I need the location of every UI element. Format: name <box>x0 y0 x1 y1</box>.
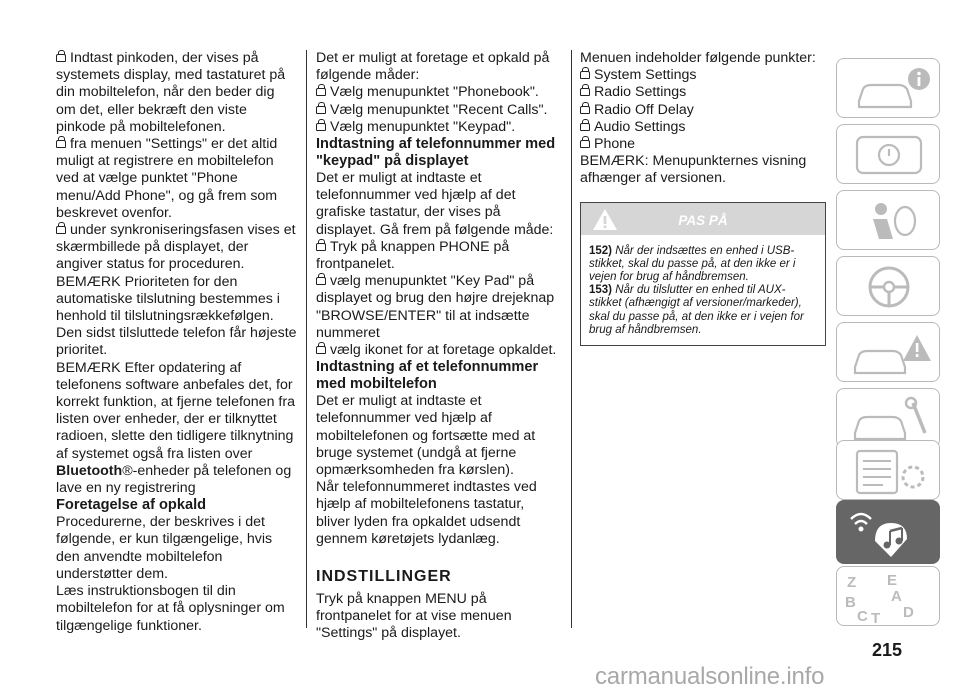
menu-list-item: Phone <box>580 136 826 153</box>
bullet-icon <box>56 140 66 148</box>
tab-index[interactable] <box>836 566 940 626</box>
warning-body <box>581 235 825 345</box>
paragraph: Menuen indeholder følgende punkter: <box>580 50 816 66</box>
paragraph: Det er muligt at indtaste et telefonnummer ved hjælp af mobiltelefonen og fortsætte med at bruge systemet (undgå at fjerne opmærksomheden fra kørslen). <box>316 393 536 479</box>
list-item: Vælg menupunktet "Phonebook". <box>316 84 562 101</box>
index-icon <box>837 567 941 627</box>
index-letter: C <box>857 608 868 625</box>
tab-safety[interactable] <box>836 190 940 250</box>
heading-mobile: Indtastning af et telefonnummer med mobiltelefon <box>316 359 539 393</box>
heading-procedure: Foretagelse af opkald <box>56 497 207 514</box>
index-letter: E <box>887 572 898 589</box>
paragraph: Procedurerne, der beskrives i det følgende, er kun tilgængelige, hvis den anvendte mobiltelefon understøtter dem. <box>56 514 273 582</box>
bullet-icon <box>316 123 326 131</box>
column-3 <box>580 50 826 346</box>
column-divider <box>571 50 572 628</box>
warning-title: PAS PÅ <box>678 212 728 228</box>
tab-warning-lights[interactable] <box>836 124 940 184</box>
tab-car-info[interactable] <box>836 58 940 118</box>
bullet-icon <box>580 71 590 79</box>
list-item: vælg ikonet for at foretage opkaldet. <box>316 342 562 359</box>
bullet-icon <box>580 123 590 131</box>
bullet-icon <box>56 54 66 62</box>
paragraph: Læs instruktionsbogen til din mobiltelefon for at få oplysninger om tilgængelige funktioner. <box>56 583 285 634</box>
column-1 <box>56 50 298 635</box>
list-item: Tryk på knappen PHONE på frontpanelet. <box>316 238 510 273</box>
page-number: 215 <box>871 640 902 660</box>
bullet-icon <box>316 346 326 354</box>
index-letter: A <box>891 588 902 605</box>
menu-list-item: Radio Settings <box>580 84 826 101</box>
airbag-person-icon <box>837 191 941 251</box>
bluetooth-term: Bluetooth <box>56 462 123 479</box>
list-item: Vælg menupunktet "Keypad". <box>316 119 562 136</box>
paragraph: Det er muligt at foretage et opkald på følgende måder: <box>316 50 550 84</box>
note-priority: BEMÆRK Prioriteten for den automatiske tilslutning bestemmes i henhold til tilslutningsrækkefølgen. Den sidst tilsluttede telefon får højeste prioritet. <box>56 273 297 359</box>
menu-list-item: Radio Off Delay <box>580 102 826 119</box>
tab-driving[interactable] <box>836 256 940 316</box>
list-item: vælg menupunktet "Key Pad" på displayet og brug den højre drejeknap "BROWSE/ENTER" til at indsætte nummeret <box>316 273 555 341</box>
column-2 <box>316 50 562 643</box>
paragraph: Tryk på knappen MENU på frontpanelet for at vise menuen "Settings" på displayet. <box>316 591 512 642</box>
note-version: BEMÆRK: Menupunkternes visning afhænger af versionen. <box>580 153 807 187</box>
multimedia-icon <box>837 501 941 565</box>
bullet-icon <box>316 243 326 251</box>
steering-wheel-icon <box>837 257 941 317</box>
heading-keypad: Indtastning af telefonnummer med "keypad" på displayet <box>316 136 556 170</box>
car-info-icon <box>837 59 941 119</box>
bullet-icon <box>580 88 590 96</box>
warning-box <box>580 202 826 346</box>
warning-item: 153) Når du tilslutter en enhed til AUX-stikket (afhængigt af versioner/markeder), skal du passe på, at den ikke er i vejen for brug af håndbremsen. <box>589 284 804 336</box>
paragraph: Når telefonnummeret indtastes ved hjælp af mobiltelefonens tastatur, bliver lyden fra opkaldet udsendt gennem køretøjets lydanlæg. <box>316 479 537 547</box>
bullet-icon <box>316 88 326 96</box>
column-divider <box>306 50 307 628</box>
bullet-icon <box>580 140 590 148</box>
index-letter: Z <box>847 574 857 591</box>
index-letter: D <box>903 604 914 621</box>
paragraph: Indtast pinkoden, der vises på systemets display, med tastaturet på din mobiltelefon, når den beder dig om det, eller bekræft den viste pinkode på mobiltelefonen. <box>56 50 286 135</box>
index-letter: B <box>845 594 856 611</box>
note-software-update: BEMÆRK Efter opdatering af telefonens software anbefales det, for korrekt funktion, at fjerne telefonen fra listen over enheder, der er tilknyttet radioen, slette den tidligere tilknytning af systemet også fra listen over Bluetooth®-enheder på telefonen og lave en ny registrering <box>56 359 295 497</box>
tab-maintenance[interactable] <box>836 388 940 448</box>
menu-list-item: Audio Settings <box>580 119 826 136</box>
menu-list-item: System Settings <box>580 67 826 84</box>
warning-header <box>581 203 825 235</box>
tab-multimedia[interactable] <box>836 500 940 564</box>
index-letter: T <box>871 610 881 627</box>
bullet-icon <box>316 277 326 285</box>
section-heading: INDSTILLINGER <box>316 568 452 586</box>
warning-item: 152) Når der indsættes en enhed i USB-stikket, skal du passe på, at den ikke er i vejen for brug af håndbremsen. <box>589 244 796 284</box>
paragraph: fra menuen "Settings" er det altid muligt at registrere en mobiltelefon ved at vælge punktet "Phone menu/Add Phone", og gå frem som beskrevet ovenfor. <box>56 136 278 221</box>
bullet-icon <box>56 226 66 234</box>
technical-data-icon <box>837 441 941 501</box>
tab-emergency[interactable] <box>836 322 940 382</box>
watermark: carmanualsonline.info <box>595 663 825 690</box>
warning-lights-icon <box>837 125 941 185</box>
paragraph: under synkroniseringsfasen vises et skærmbillede på displayet, der angiver status for proceduren. <box>56 222 296 273</box>
tab-technical-data[interactable] <box>836 440 940 500</box>
paragraph: Det er muligt at indtaste et telefonnummer ved hjælp af det grafiske tastatur, der vises på displayet. Gå frem på følgende måde: <box>316 170 554 238</box>
list-item: Vælg menupunktet "Recent Calls". <box>316 102 562 119</box>
bullet-icon <box>580 106 590 114</box>
car-warning-icon <box>837 323 941 383</box>
bullet-icon <box>316 106 326 114</box>
